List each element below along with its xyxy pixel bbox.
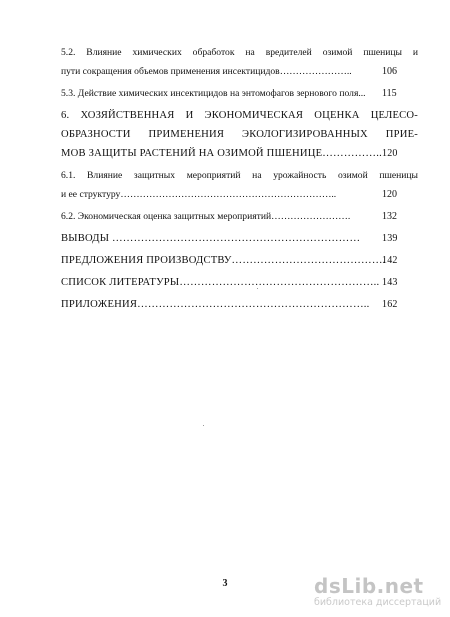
- toc-entry: [61, 273, 418, 292]
- toc-page-number: 120: [382, 148, 398, 159]
- toc-entry-text: и ее структуру…………………………………………………………..: [61, 189, 337, 200]
- toc-entry-line: [61, 273, 418, 292]
- toc-entry: [61, 43, 418, 81]
- toc-entry-line: [61, 84, 418, 103]
- toc-entry-line: [61, 62, 418, 81]
- toc-entry-line: [61, 229, 418, 248]
- toc-page-number: 162: [382, 299, 398, 310]
- toc-page-number: 132: [382, 211, 397, 222]
- toc-entry: [61, 207, 418, 226]
- toc-entry: [61, 84, 418, 103]
- toc-entry: [61, 251, 418, 270]
- toc-entry-text: ОБРАЗНОСТИ ПРИМЕНЕНИЯ ЭКОЛОГИЗИРОВАННЫХ ПРИЕ-: [61, 129, 418, 140]
- toc-entry-line: [61, 207, 418, 226]
- toc-entry-line: [61, 166, 418, 185]
- toc-entry: [61, 295, 418, 314]
- toc-entry: [61, 106, 418, 163]
- toc-entry-line: [61, 43, 418, 62]
- toc-page-number: 139: [382, 233, 398, 244]
- toc-entry-text: СПИСОК ЛИТЕРАТУРЫ………………………………………………..: [61, 277, 380, 288]
- toc-entry-line: [61, 106, 418, 125]
- toc-entry-text: 6. ХОЗЯЙСТВЕННАЯ И ЭКОНОМИЧЕСКАЯ ОЦЕНКА ЦЕЛЕСО-: [61, 110, 418, 121]
- toc-entry: [61, 166, 418, 204]
- toc-entry-text: 5.2. Влияние химических обработок на вредителей озимой пшеницы и: [61, 47, 418, 58]
- toc-entry-text: ВЫВОДЫ ……………………………………………………………: [61, 233, 361, 244]
- watermark-subtitle: библиотека диссертаций: [314, 597, 442, 608]
- scan-speck: [203, 425, 204, 426]
- toc-entry-text: ПРИЛОЖЕНИЯ………………………………………………………..: [61, 299, 370, 310]
- toc-gap: [61, 314, 418, 317]
- toc-entry-text: ПРЕДЛОЖЕНИЯ ПРОИЗВОДСТВУ…………………………………….: [61, 255, 386, 266]
- toc-page-number: 142: [382, 255, 398, 266]
- toc-entry-line: [61, 144, 418, 163]
- toc-page-number: 115: [382, 88, 397, 99]
- page-number: 3: [222, 578, 228, 589]
- toc-entry-line: [61, 251, 418, 270]
- watermark-logo: dsLib.net: [314, 574, 424, 598]
- toc-entry-text: 6.1. Влияние защитных мероприятий на урожайность озимой пшеницы: [61, 170, 418, 181]
- toc-entry-text: пути сокращения объемов применения инсектицидов…………………..: [61, 66, 352, 77]
- toc-page-number: 143: [382, 277, 398, 288]
- toc-entry-text: МОВ ЗАЩИТЫ РАСТЕНИЙ НА ОЗИМОЙ ПШЕНИЦЕ……………..: [61, 148, 382, 159]
- toc-entry-text: 5.3. Действие химических инсектицидов на энтомофагов зернового поля...: [61, 88, 366, 99]
- scan-speck: [257, 288, 258, 289]
- watermark: [314, 575, 444, 609]
- toc-entry-line: [61, 125, 418, 144]
- toc-page-number: 106: [382, 66, 397, 77]
- toc-entry-line: [61, 185, 418, 204]
- toc-entry-line: [61, 295, 418, 314]
- toc-entry-text: 6.2. Экономическая оценка защитных мероприятий…………………….: [61, 211, 351, 222]
- table-of-contents: [61, 43, 418, 317]
- toc-page-number: 120: [382, 189, 397, 200]
- toc-entry: [61, 229, 418, 248]
